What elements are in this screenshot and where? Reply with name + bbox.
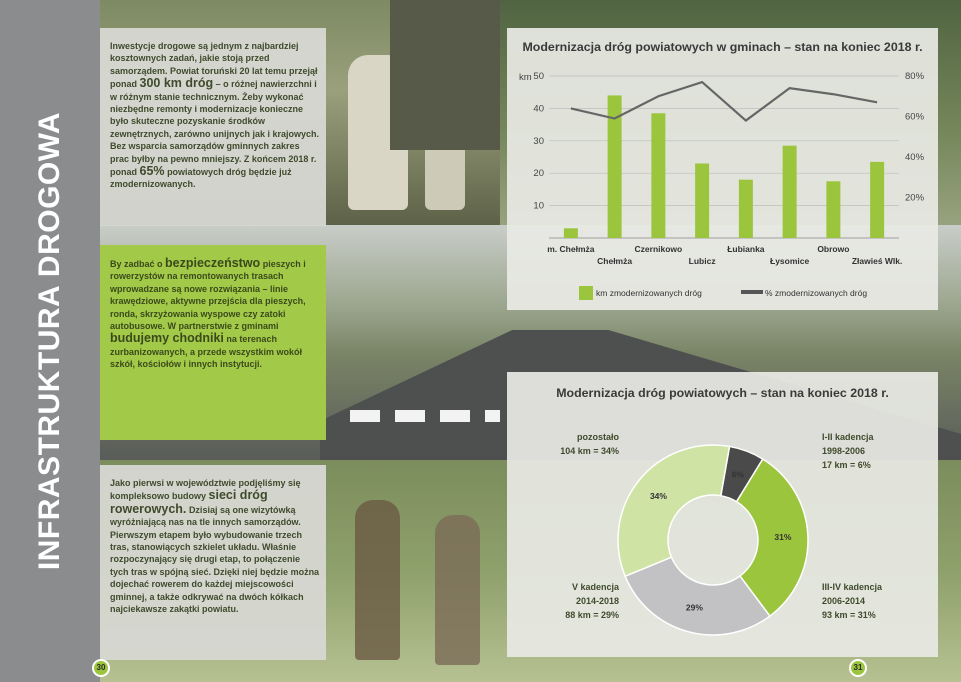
donut-label-term-1-2 [822, 430, 874, 472]
donut-label-term-3-4-value: 93 km = 31% [822, 610, 876, 620]
category-label: Łubianka [727, 244, 765, 254]
section-title: INFRASTRUKTURA DROGOWA [33, 111, 66, 571]
safety-panel [100, 245, 326, 440]
y2-tick-label: 80% [905, 71, 925, 82]
category-label: Chełmża [597, 256, 633, 266]
donut-label-term-5-value: 88 km = 29% [565, 610, 619, 620]
donut-label-remaining-value: 104 km = 34% [560, 446, 619, 456]
bar [695, 163, 709, 238]
donut-slice-percent: 6% [731, 469, 745, 480]
page-number-left: 30 [92, 659, 110, 677]
y-axis-label: km [519, 72, 532, 83]
category-label: Zławieś Wlk. [851, 256, 903, 266]
bar [870, 162, 884, 238]
donut-label-term-5-period: 2014-2018 [575, 596, 619, 606]
y-tick-label: 20 [533, 168, 544, 180]
legend-swatch-percent [741, 290, 763, 294]
machine-shape [390, 0, 510, 150]
donut-label-term-3-4-period: 2006-2014 [822, 596, 866, 606]
y2-tick-label: 20% [905, 192, 925, 204]
highlight-bike-network: sieci dróg rowerowych. [110, 488, 268, 516]
highlight-65pct: 65% [139, 164, 165, 179]
donut-label-term-1-2-value: 17 km = 6% [822, 460, 871, 470]
donut-label-term-5 [547, 580, 619, 622]
category-label: Łysomice [770, 256, 810, 266]
bar-chart-panel [507, 28, 938, 310]
donut-slice-percent: 31% [774, 531, 792, 542]
sidebar [0, 0, 100, 682]
donut-label-term-3-4-name: III-IV kadencja [822, 582, 883, 592]
category-label: Lubicz [688, 256, 716, 266]
bar-chart [507, 28, 938, 310]
highlight-300km: 300 km dróg [139, 76, 214, 91]
page-number-right: 31 [849, 659, 867, 677]
crosswalk [350, 410, 500, 422]
bar-chart-title: Modernizacja dróg powiatowych w gminach – stan na koniec 2018 r. [522, 40, 923, 54]
donut-slice-percent: 34% [649, 491, 667, 502]
donut-label-remaining [547, 430, 619, 458]
bar [783, 146, 797, 238]
legend-label-km: km zmodernizowanych dróg [596, 288, 702, 298]
intro-paragraph-2: Bez wsparcia samorządów gminnych zakres prac byłby na pewno mniejszy. Z końcem 2018 r. ponad 65% powiatowych dróg będzie już zmodernizowanych. [110, 141, 317, 190]
bar [564, 228, 578, 238]
y-tick-label: 30 [533, 135, 544, 147]
highlight-safety: bezpieczeństwo [165, 256, 261, 270]
y2-tick-label: 60% [905, 111, 925, 123]
donut-chart-title: Modernizacja dróg powiatowych – stan na koniec 2018 r. [556, 386, 889, 400]
cyclist-figure [435, 515, 480, 665]
bar [739, 180, 753, 238]
donut-label-term-1-2-period: 1998-2006 [822, 446, 866, 456]
intro-panel [100, 28, 326, 226]
donut-slice [618, 445, 729, 576]
bar [826, 181, 840, 238]
donut-label-term-3-4 [822, 580, 882, 622]
legend-swatch-km [579, 286, 593, 300]
y-tick-label: 10 [533, 200, 544, 212]
donut-label-remaining-name: pozostało [577, 432, 619, 442]
intro-paragraph: Inwestycje drogowe są jednym z najbardziej kosztownych zadań, jakie stoją przed samorządem. Powiat toruński 20 lat temu przejął ponad 300 km dróg – o różnej nawierzchni i w różnym stanie technicznym. Żeby wykonać niezbędne remonty i modernizacje konieczne było skuteczne pozyskanie środków zewnętrznych, zarówno unijnych jak i krajowych. [110, 41, 320, 139]
y-tick-label: 40 [533, 103, 544, 115]
donut-chart-panel [507, 372, 938, 657]
donut-slice-percent: 29% [685, 602, 703, 613]
category-label: Obrowo [817, 244, 850, 254]
highlight-sidewalks: budujemy chodniki [110, 331, 224, 346]
legend-label-percent: % zmodernizowanych dróg [765, 288, 868, 298]
y-tick-label: 50 [533, 71, 544, 82]
bar [651, 113, 665, 238]
y2-tick-label: 40% [905, 152, 925, 163]
cyclist-figure [355, 500, 400, 660]
category-label: Czernikowo [634, 244, 683, 254]
safety-paragraph: By zadbać o bezpieczeństwo pieszych i rowerzystów na remontowanych trasach wprowadzane są nowe rozwiązania – linie krawędziowe, aktywne przejścia dla pieszych, ronda, skrzyżowania wyspowe czy zatoki autobusowe. W partnerstwie z gminami budujemy chodniki na terenach zurbanizowanych, a przede wszystkim wokół szkół, kościołów i innych instytucji. [110, 256, 306, 370]
bikes-panel [100, 465, 326, 660]
bikes-paragraph: Jako pierwsi w województwie podjęliśmy się kompleksowo budowy sieci dróg rowerowych. Dzisiaj są one wizytówką wyróżniającą nas na tle innych samorządów. Pierwszym etapem było wybudowanie trzech tras, stanowiących szkielet układu. Właśnie rozpoczynający się drugi etap, to połączenie tych tras w spójną sieć. Dzięki niej będzie można dojechać rowerem do każdej miejscowości gminnej, a także odkrywać na dwóch kółkach najciekawsze zakątki powiatu. [110, 478, 320, 615]
donut-label-term-5-name: V kadencja [571, 582, 619, 592]
donut-label-term-1-2-name: I-II kadencja [822, 432, 874, 442]
category-label: m. Chełmża [547, 244, 595, 254]
